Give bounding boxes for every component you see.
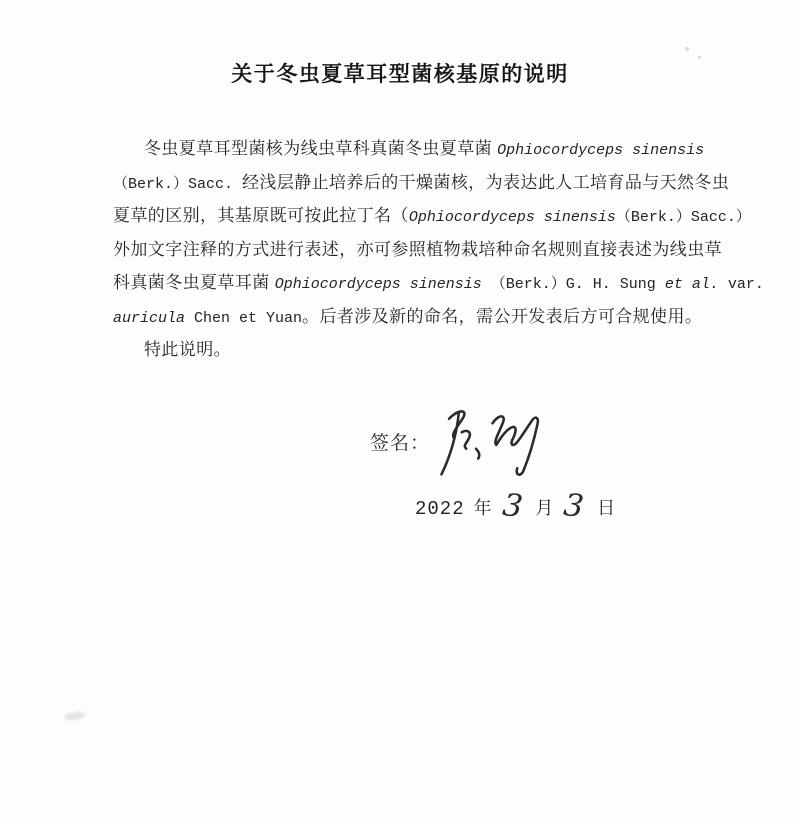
text-segment: var.	[718, 276, 764, 293]
date-year-unit: 年	[473, 498, 493, 518]
text-segment: 外加文字注释的方式进行表述，亦可参照植物栽培种命名规则直接表述为线虫草	[113, 239, 722, 259]
body-line	[113, 333, 723, 367]
text-segment: 特此说明。	[144, 340, 231, 359]
text-segment: et al.	[664, 276, 719, 293]
date-line	[415, 486, 622, 526]
text-segment: 夏草的区别，其基原既可按此拉丁名（	[113, 206, 409, 225]
text-segment: （Berk.）Sacc.	[113, 175, 243, 193]
signature-row	[370, 428, 430, 455]
body-line	[113, 166, 730, 200]
date-month-handwritten-digit: 3	[500, 486, 525, 526]
scan-smudge	[64, 711, 87, 722]
text-segment: 经浅层静止培养后的干燥菌核，为表达此人工培育品与天然冬虫	[242, 172, 730, 192]
text-segment: 科真菌冬虫夏草耳菌	[113, 273, 275, 292]
date-month-unit: 月	[535, 498, 555, 518]
scan-speck	[698, 56, 701, 59]
text-segment: （Berk.）Sacc.）	[615, 209, 751, 226]
document-title: 关于冬虫夏草耳型菌核基原的说明	[231, 63, 569, 86]
text-segment: （Berk.）G. H. Sung	[481, 276, 665, 293]
text-segment: Ophiocordyceps sinensis	[408, 209, 616, 226]
scan-speck	[685, 47, 689, 51]
text-segment: 。后者涉及新的命名，需公开发表后方可合规使用。	[302, 306, 703, 326]
body-line	[113, 233, 723, 267]
body-line	[113, 300, 723, 334]
text-segment: Ophiocordyceps sinensis	[274, 276, 482, 293]
body-paragraph	[113, 132, 764, 367]
text-segment: Ophiocordyceps sinensis	[497, 142, 705, 159]
text-segment: Chen et Yuan	[185, 309, 303, 327]
text-segment: auricula	[113, 309, 186, 327]
date-day-handwritten-digit: 3	[561, 486, 586, 526]
signature-label: 签名：	[370, 433, 431, 454]
date-year: 2022	[415, 498, 465, 520]
date-day-unit: 日	[597, 498, 617, 518]
body-line	[113, 266, 764, 300]
body-line	[113, 132, 723, 166]
text-segment: 冬虫夏草耳型菌核为线虫草科真菌冬虫夏草菌	[144, 139, 498, 158]
handwritten-signature	[428, 396, 548, 488]
body-line	[113, 199, 751, 233]
